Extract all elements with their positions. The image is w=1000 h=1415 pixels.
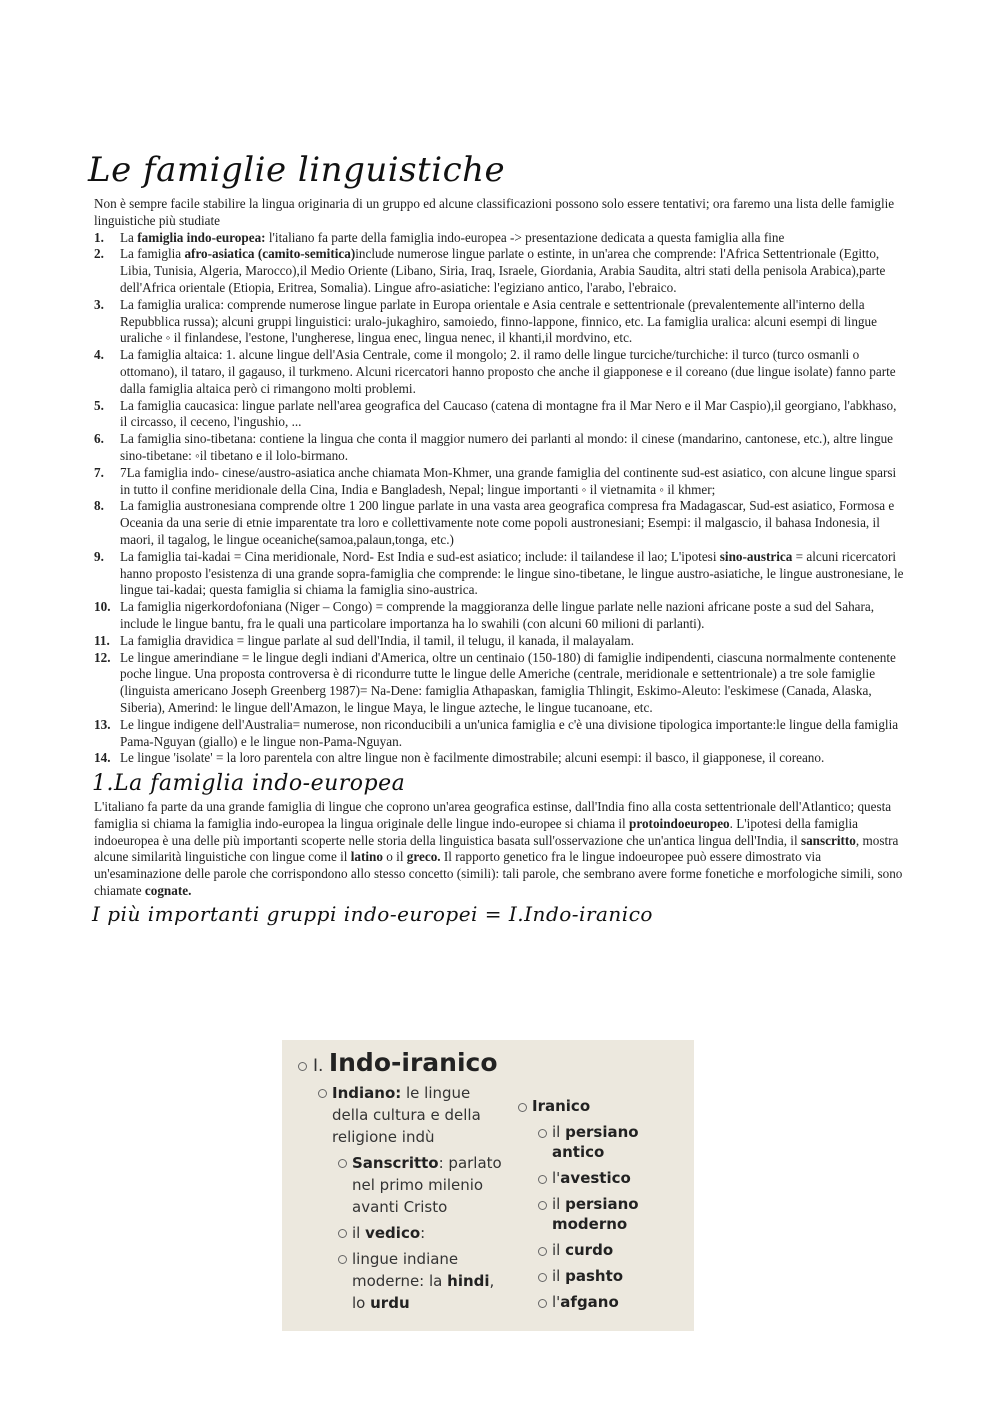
item-text: La famiglia austronesiana comprende oltre 1 200 lingue parlate in una vasta area geografica compresa fra Madagascar, Sud-est asiatico, Formosa e Oceania da una serie di etnie imparentate tra loro e collettivamente note come popoli austronesiani; Esempi: il malgascio, il bahasa Indonesia, il maori, il tagalog, le lingue oceaniche(samoa,palaun,tonga, etc.) — [120, 498, 895, 547]
list-item — [94, 230, 906, 247]
item-bold: pashto — [565, 1267, 624, 1285]
item-text: La famiglia sino-tibetana: contiene la lingua che conta il maggior numero dei parlanti al mondo: il cinese (mandarino, cantonese, etc.), altre lingue sino-tibetane: ◦il tibetano e il lolo-birmano. — [120, 431, 894, 463]
document-page — [88, 150, 906, 928]
bullet-icon — [298, 1062, 307, 1071]
subheading: I più importanti gruppi indo-europei = I.Indo-iranico — [92, 901, 653, 926]
item-text: La famiglia — [120, 246, 185, 262]
list-item — [94, 549, 906, 599]
item-text: Le lingue amerindiane = le lingue degli indiani d'America, oltre un centinaio (150-180) di famiglie indipendenti, ciascuna normalmente contenente poche lingue. Una proposta controversa è di ricondurre tutte le lingue delle Americhe (centrale, meridionale e settentrionale) a tre sole famiglie (linguista americano Joseph Greenberg 1987)= Na-Dene: famiglia Athapaskan, famiglia Thlingit, Eskimo-Aleuto: l'eskimese (Canada, Alaska, Siberia), Amerind: le lingue dell'Amazon, le lingue Maya, le lingue azteche, le lingue tucanoane, etc. — [120, 649, 896, 715]
indiano-column — [318, 1082, 508, 1318]
item-text: 7La famiglia indo- cinese/austro-asiatica anche chiamata Mon-Khmer, una grande famiglia del continente sud-est asiatico, con alcune lingue sparsi in tutto il confine meridionale della Cina, India e Bangladesh, Nepal; lingue importanti ◦ il vietnamita ◦ il khmer; — [120, 464, 897, 497]
bullet-icon — [538, 1201, 547, 1210]
urdu-label: urdu — [370, 1294, 410, 1312]
section-heading: 1.La famiglia indo-europea — [92, 771, 406, 797]
paragraph-text: L'italiano fa parte da una grande famiglia di lingue che coprono un'area geografica estinse, dall'India fino alla costa settentrionale dell'Atlantico; questa famiglia si chiama la famiglia indo-europea la lingua originale delle lingue indo-europee si chiama il — [94, 799, 892, 831]
item-text: : — [420, 1224, 426, 1242]
term-protoindoeuropeo: protoindoeuropeo — [629, 815, 730, 831]
item-number: 6. — [94, 431, 104, 447]
item-number: 10. — [94, 599, 111, 615]
slide-image — [282, 1040, 694, 1331]
list-item — [94, 297, 906, 347]
item-text: il — [552, 1267, 566, 1285]
item-number: 11. — [94, 632, 110, 648]
bullet-icon — [318, 1089, 327, 1098]
list-item — [94, 717, 906, 751]
item-text: include numerose lingue parlate o estinte, in un'area che comprende: l'Africa Settentrionale (Egitto, Libia, Tunisia, Algeria, Marocco),il Medio Oriente (Libano, Siria, Iraq, Israele, Giordania, Arabia Saudita, altri stati della penisola Arabica),parte dell'Africa orientale (Etiopia, Eritrea, Somalia). Lingue afro-asiatiche: l'egiziano antico, l'arabo, l'ebraico. — [120, 246, 886, 295]
list-item — [538, 1194, 688, 1234]
indiano-label: Indiano: — [332, 1084, 402, 1102]
paragraph-text: o il — [382, 849, 407, 865]
sanscritto-text: : parlato nel primo milenio avanti Cristo — [352, 1154, 502, 1216]
item-bold: afro-asiatica (camito-semitica) — [184, 246, 356, 262]
bullet-icon — [538, 1273, 547, 1282]
paragraph-text: , mostra alcune similarità linguistiche con lingue come il — [94, 832, 899, 865]
list-item — [538, 1292, 688, 1312]
slide-title — [298, 1048, 498, 1077]
item-number: 4. — [94, 347, 104, 363]
list-item — [94, 246, 906, 296]
bullet-icon — [538, 1247, 547, 1256]
item-bold: curdo — [565, 1241, 614, 1259]
item-text: = alcuni ricercatori hanno proposto l'esistenza di una grande sopra-famiglia che comprende: le lingue sino-tibetane, le lingue austro-asiatiche, le lingue austronesiane, le lingue tai-kadai; questa famiglia si chiama la famiglia sino-austrica. — [120, 548, 904, 598]
paragraph-text: Il rapporto genetico fra le lingue indoeuropee può essere dimostrato via un'esaminazione delle parole che corrispondono allo stesso concetto (simili): tali parole, che sembrano avere forme fonetiche e morfologiche simili, sono chiamate — [94, 849, 903, 899]
item-text: l' — [552, 1293, 561, 1311]
list-item — [94, 650, 906, 717]
item-number: 7. — [94, 464, 104, 480]
bullet-icon — [518, 1103, 527, 1112]
bullet-icon — [338, 1159, 347, 1168]
iranico-sublist — [538, 1122, 688, 1312]
sanscritto-label: Sanscritto — [352, 1154, 439, 1172]
list-item — [94, 498, 906, 548]
item-number: 1. — [94, 229, 104, 245]
section-paragraph — [94, 799, 906, 900]
bullet-icon — [538, 1175, 547, 1184]
page-title: Le famiglie linguistiche — [88, 150, 506, 190]
item-text: La famiglia altaica: 1. alcune lingue dell'Asia Centrale, come il mongolo; 2. il ramo delle lingue turciche/turchiche: il turco (turco osmanli o ottomano), il tataro, il gagauso, il turkmeno. Alcuni ricercatori hanno proposto che anche il giapponese e il coreano (due lingue isolate) fanno parte dalla famiglia altaica però ci rimangono molti problemi. — [120, 347, 896, 396]
item-text: La famiglia tai-kadai = Cina meridionale, Nord- Est India e sud-est asiatico; include: il tailandese il lao; L'ipotesi — [120, 548, 720, 564]
list-item — [338, 1222, 508, 1244]
families-list — [94, 230, 906, 768]
item-text: il — [352, 1224, 366, 1242]
list-item — [518, 1096, 688, 1116]
list-item — [338, 1152, 508, 1218]
item-bold: persiano moderno — [552, 1195, 639, 1233]
item-text: La famiglia caucasica: lingue parlate nell'area geografica del Caucaso (catena di montagne fra il Mar Nero e il Mar Caspio),il georgiano, l'abkhaso, il circasso, il ceceno, l'ingushio, ... — [120, 397, 897, 430]
term-latino: latino — [350, 849, 383, 865]
iranico-column — [518, 1096, 688, 1318]
list-item — [94, 750, 906, 767]
item-text: La famiglia nigerkordofoniana (Niger – Congo) = comprende la maggioranza delle lingue parlate nelle nazioni africane poste a sud del Sahara, include le lingue bantu, fra le quali una particolare importanza ha lo swahili (con alcuni 60 milioni di parlanti). — [120, 599, 875, 631]
item-bold: sino-austrica — [719, 548, 793, 564]
bullet-icon — [538, 1299, 547, 1308]
bullet-icon — [338, 1229, 347, 1238]
item-text: il — [552, 1195, 566, 1213]
term-sanscritto: sanscritto — [800, 832, 856, 848]
hindi-label: hindi — [447, 1272, 490, 1290]
list-item — [538, 1122, 688, 1162]
item-bold: famiglia indo-europea: — [137, 229, 266, 245]
item-text: il — [552, 1241, 566, 1259]
list-item — [94, 599, 906, 633]
term-greco: greco. — [406, 849, 441, 865]
item-number: 12. — [94, 649, 111, 665]
list-item — [538, 1266, 688, 1286]
list-item — [94, 633, 906, 650]
list-item — [94, 465, 906, 499]
item-text: Le lingue 'isolate' = la loro parentela con altre lingue non è facilmente dimostrabile; alcuni esempi: il basco, il giapponese, il coreano. — [120, 750, 825, 766]
item-number: 13. — [94, 716, 111, 732]
list-item — [538, 1168, 688, 1188]
indiano-sublist — [338, 1152, 508, 1314]
paragraph-text: . L'ipotesi della famiglia indoeuropea è una delle più importanti scoperte nelle storia della linguistica basata sull'osservazione che un'antica lingua dell'India, il — [94, 815, 859, 848]
item-number: 5. — [94, 397, 104, 413]
list-item — [338, 1248, 508, 1314]
item-number: 2. — [94, 246, 104, 262]
item-text: l'italiano fa parte della famiglia indo-europea -> presentazione dedicata a questa famiglia alla fine — [265, 229, 785, 245]
vedico-label: vedico — [365, 1224, 421, 1242]
list-item — [94, 431, 906, 465]
indiano-text: le lingue della cultura e della religione indù — [332, 1084, 481, 1146]
item-number: 8. — [94, 498, 104, 514]
item-text: Le lingue indigene dell'Australia= numerose, non riconducibili a un'unica famiglia e c'è una divisione tipologica importante:le lingue della famiglia Pama-Nguyan (giallo) e le lingue non-Pama-Nguyan. — [120, 716, 899, 749]
bullet-icon — [538, 1129, 547, 1138]
intro-paragraph: Non è sempre facile stabilire la lingua originaria di un gruppo ed alcune classificazioni possono solo essere tentativi; ora faremo una lista delle famiglie linguistiche più studiate — [94, 196, 895, 228]
term-cognate: cognate. — [144, 883, 192, 899]
item-text: , lo — [352, 1272, 495, 1312]
item-number: 9. — [94, 548, 104, 564]
item-number: 3. — [94, 296, 104, 312]
item-bold: persiano antico — [552, 1123, 639, 1161]
list-item — [94, 398, 906, 432]
list-item — [318, 1082, 508, 1148]
item-text: lingue indiane moderne: la — [352, 1250, 459, 1290]
item-text: La — [120, 229, 138, 245]
item-bold: afgano — [560, 1293, 619, 1311]
slide-title-text: Indo-iranico — [328, 1048, 498, 1077]
list-item — [94, 347, 906, 397]
item-text: l' — [552, 1169, 561, 1187]
item-text: La famiglia dravidica = lingue parlate al sud dell'India, il tamil, il telugu, il kanada, il malayalam. — [120, 632, 635, 648]
item-bold: avestico — [560, 1169, 631, 1187]
item-number: 14. — [94, 750, 111, 766]
slide-numeral: I. — [313, 1056, 329, 1076]
item-text: La famiglia uralica: comprende numerose lingue parlate in Europa orientale e Asia centrale e settentrionale (prevalentemente all'interno della Repubblica russa); alcuni gruppi linguistici: uralo-jukaghiro, samoiedo, finno-lappone, finnico, etc. La famiglia uralica: alcuni esempi di lingue uraliche ◦ il finlandese, l'estone, l'ungherese, lingua enec, lingua nenec, il khanti,il mordvino, etc. — [120, 296, 877, 346]
bullet-icon — [338, 1255, 347, 1264]
item-text: il — [552, 1123, 566, 1141]
list-item — [538, 1240, 688, 1260]
iranico-label: Iranico — [532, 1097, 591, 1115]
